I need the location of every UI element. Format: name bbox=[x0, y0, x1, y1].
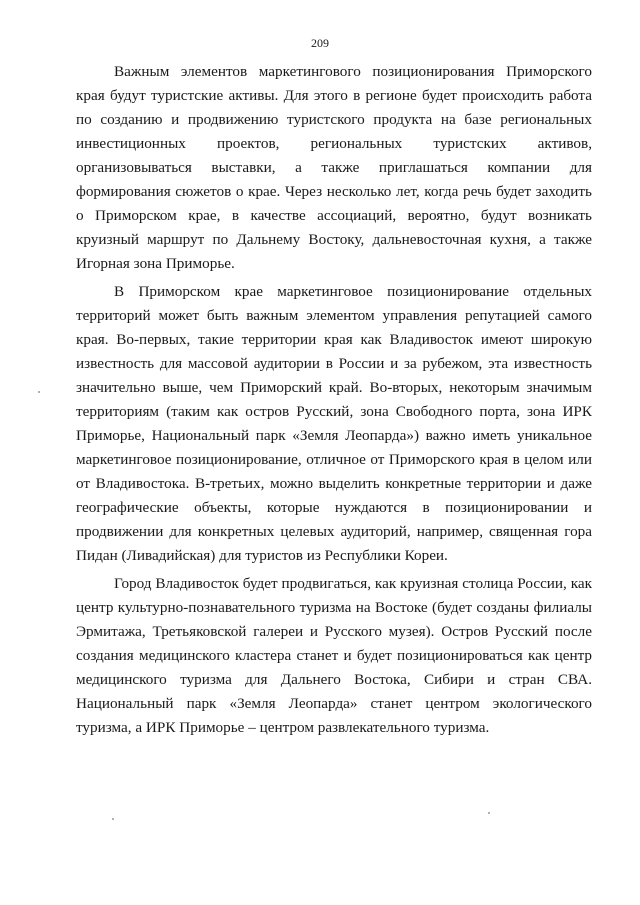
scan-speck bbox=[38, 391, 40, 393]
scan-speck bbox=[112, 818, 114, 820]
scan-speck bbox=[488, 812, 490, 814]
page-number: 209 bbox=[311, 36, 329, 50]
paragraph-2: В Приморском крае маркетинговое позиционирование отдельных территорий может быть важным элементом управления репутацией самого края. Во-первых, такие территории края как Владивосток имеют широкую известность для массовой аудитории в России и за рубежом, эта известность значительно выше, чем Приморский край. Во-вторых, некоторым значимым территориям (таким как остров Русский, зона Свободного порта, зона ИРК Приморье, Национальный парк «Земля Леопарда») важно иметь уникальное маркетинговое позиционирование, отличное от Приморского края в целом или от Владивостока. В-третьих, можно выделить конкретные территории и даже географические объекты, которые нуждаются в позиционировании и продвижении для конкретных целевых аудиторий, например, священная гора Пидан (Ливадийская) для туристов из Республики Кореи. bbox=[76, 283, 592, 564]
paragraph-3: Город Владивосток будет продвигаться, как круизная столица России, как центр культурно-познавательного туризма на Востоке (будет созданы филиалы Эрмитажа, Третьяковской галереи и Русского музея). Остров Русский после создания медицинского кластера станет и будет позиционироваться как центр медицинского туризма для Дальнего Востока, Сибири и стран СВА. Национальный парк «Земля Леопарда» станет центром экологического туризма, а ИРК Приморье – центром развлекательного туризма. bbox=[76, 575, 592, 736]
paragraph-1: Важным элементов маркетингового позиционирования Приморского края будут туристские активы. Для этого в регионе будет происходить работа по созданию и продвижению туристского продукта на базе региональных инвестиционных проектов, региональных туристских активов, организовываться выставки, а также приглашаться компании для формирования сюжетов о крае. Через несколько лет, когда речь будет заходить о Приморском крае, в качестве ассоциаций, вероятно, будут возникать круизный маршрут по Дальнему Востоку, дальневосточная кухня, а также Игорная зона Приморье. bbox=[76, 63, 592, 272]
body-text bbox=[76, 60, 592, 740]
